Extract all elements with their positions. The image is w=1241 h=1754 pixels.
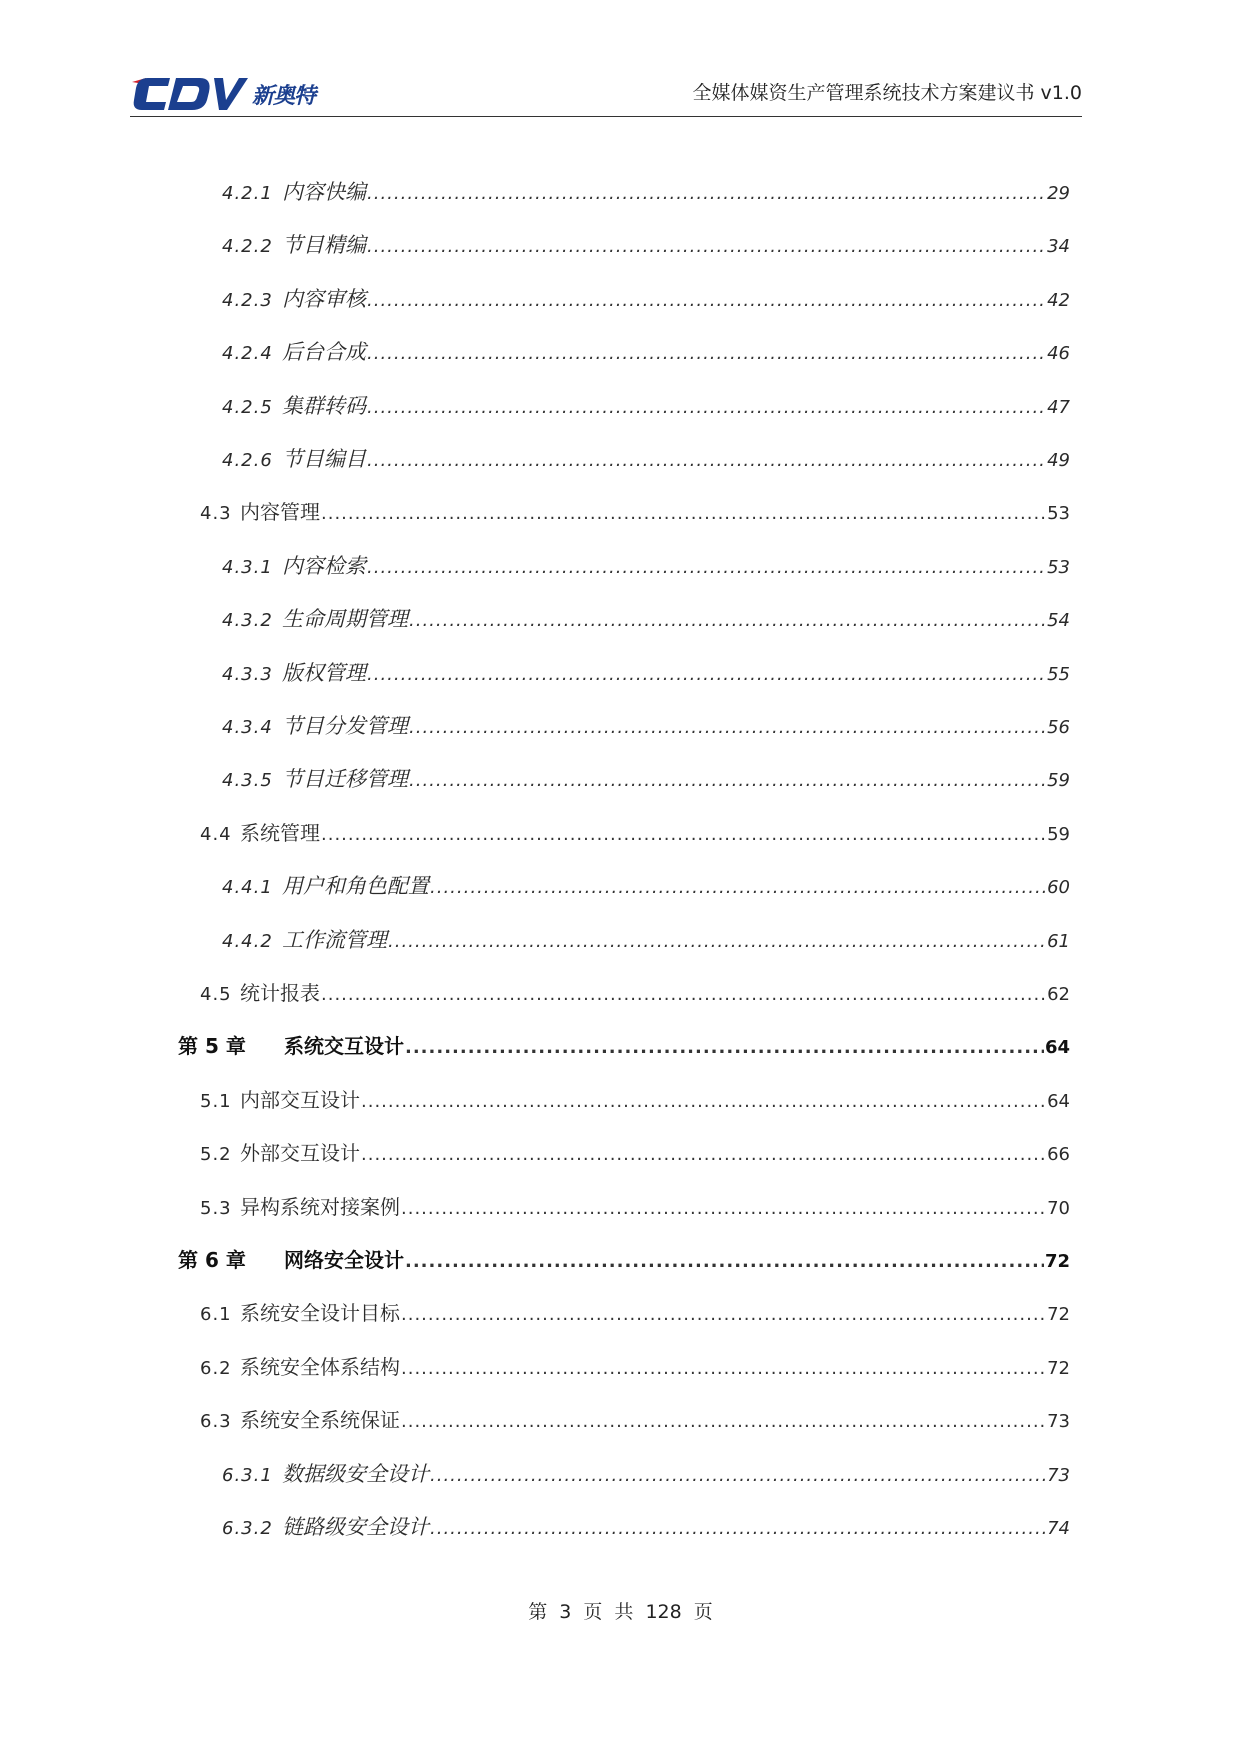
toc-entry-number: 6.3.2 (222, 1518, 273, 1539)
toc-entry[interactable] (222, 1458, 1070, 1488)
toc-dot-leader (361, 1144, 1046, 1165)
toc-entry-number: 6.3.1 (222, 1464, 273, 1486)
toc-entry-number: 第 5 章 (178, 1034, 246, 1059)
toc-entry-number: 4.2.3 (222, 289, 273, 311)
toc-entry[interactable] (178, 1244, 1070, 1274)
toc-entry[interactable] (222, 176, 1070, 206)
toc-entry-number: 4.2.4 (222, 343, 273, 365)
toc-entry-title: 节目迁移管理 (282, 767, 408, 792)
page-footer: 第 3 页 共 128 页 (528, 1601, 713, 1623)
toc-entry[interactable] (200, 1404, 1070, 1434)
toc-entry-number: 6.2 (200, 1357, 232, 1379)
toc-entry-title: 集群转码 (282, 393, 366, 418)
toc-entry-page: 73 (1047, 1464, 1070, 1486)
toc-dot-leader (367, 664, 1046, 685)
toc-entry-title: 内容审核 (282, 286, 366, 311)
toc-entry-title: 外部交互设计 (240, 1141, 360, 1166)
toc-entry-title: 节目编目 (282, 447, 366, 471)
toc-entry-number: 6.3 (200, 1411, 232, 1433)
toc-entry-page: 46 (1047, 343, 1070, 365)
document-title: 全媒体媒资生产管理系统技术方案建议书 v1.0 (692, 82, 1082, 104)
toc-entry[interactable] (200, 1191, 1070, 1221)
toc-entry[interactable] (200, 977, 1070, 1007)
toc-entry[interactable] (200, 817, 1070, 847)
toc-entry-page: 72 (1047, 1304, 1070, 1326)
toc-entry-number: 5.1 (200, 1090, 232, 1112)
toc-dot-leader (367, 236, 1046, 257)
toc-dot-leader (430, 877, 1046, 898)
toc-dot-leader (367, 343, 1046, 364)
toc-entry[interactable] (200, 1137, 1070, 1167)
toc-entry[interactable] (222, 657, 1070, 687)
toc-entry-page: 59 (1047, 770, 1070, 792)
toc-dot-leader (367, 557, 1046, 578)
toc-dot-leader (405, 1037, 1044, 1058)
toc-entry-page: 70 (1047, 1197, 1070, 1219)
toc-entry-number: 5.2 (200, 1144, 232, 1166)
toc-entry-title: 生命周期管理 (282, 607, 408, 632)
toc-entry[interactable] (222, 550, 1070, 580)
toc-entry-page: 64 (1044, 1037, 1070, 1059)
toc-entry-title: 用户和角色配置 (282, 874, 429, 899)
toc-entry[interactable] (222, 710, 1070, 740)
toc-entry-number: 4.3.5 (222, 770, 273, 792)
toc-entry-page: 59 (1047, 823, 1070, 845)
toc-entry-title: 节目精编 (282, 233, 366, 258)
toc-entry[interactable] (200, 1351, 1070, 1381)
toc-dot-leader (367, 290, 1046, 311)
toc-entry-title: 内部交互设计 (240, 1087, 360, 1112)
toc-entry-title: 系统安全体系结构 (240, 1354, 400, 1379)
toc-entry[interactable] (222, 229, 1070, 259)
toc-entry-number: 4.3.2 (222, 610, 273, 632)
toc-entry[interactable] (222, 870, 1070, 900)
company-logo (130, 68, 315, 114)
toc-entry-page: 74 (1047, 1518, 1070, 1539)
toc-entry[interactable] (222, 1511, 1070, 1541)
toc-entry[interactable] (178, 1030, 1070, 1060)
toc-entry-title: 数据级安全设计 (282, 1461, 429, 1486)
toc-entry-page: 61 (1047, 930, 1070, 952)
page-header (130, 68, 1082, 118)
toc-entry-number: 4.3 (200, 503, 232, 525)
toc-entry[interactable] (222, 924, 1070, 954)
toc-entry-number: 4.4 (200, 823, 232, 845)
toc-entry-title: 系统安全设计目标 (240, 1301, 400, 1326)
toc-dot-leader (401, 1304, 1046, 1325)
toc-entry-number: 第 6 章 (178, 1248, 246, 1272)
toc-entry-page: 47 (1047, 396, 1070, 418)
toc-entry-number: 4.3.1 (222, 556, 273, 578)
toc-entry-number: 4.4.2 (222, 930, 273, 952)
toc-dot-leader (321, 984, 1046, 1005)
toc-entry[interactable] (222, 603, 1070, 633)
toc-entry-page: 56 (1047, 717, 1070, 738)
toc-entry-number: 4.2.6 (222, 450, 273, 471)
toc-dot-leader (409, 610, 1046, 631)
toc-entry-page: 29 (1047, 183, 1070, 204)
toc-entry-page: 72 (1047, 1357, 1070, 1379)
toc-dot-leader (401, 1358, 1046, 1379)
toc-entry-title: 系统安全系统保证 (240, 1408, 400, 1433)
toc-entry-number: 4.3.4 (222, 717, 273, 738)
toc-dot-leader (430, 1518, 1046, 1539)
toc-dot-leader (367, 450, 1046, 471)
toc-entry-title: 网络安全设计 (284, 1248, 404, 1272)
toc-dot-leader (367, 183, 1046, 204)
toc-entry-page: 64 (1047, 1090, 1070, 1112)
cdv-logo-icon (130, 74, 248, 114)
toc-entry[interactable] (222, 336, 1070, 366)
toc-entry[interactable] (222, 283, 1070, 313)
toc-entry-page: 42 (1047, 289, 1070, 311)
toc-entry-number: 5.3 (200, 1197, 232, 1219)
toc-entry-page: 53 (1047, 556, 1070, 578)
toc-entry-page: 49 (1047, 450, 1070, 471)
toc-entry-page: 72 (1044, 1251, 1070, 1272)
toc-entry-title: 异构系统对接案例 (240, 1194, 400, 1219)
toc-entry-page: 34 (1047, 236, 1070, 258)
toc-entry[interactable] (200, 1084, 1070, 1114)
toc-dot-leader (409, 770, 1046, 791)
toc-entry-title: 后台合成 (282, 340, 366, 365)
toc-entry-page: 55 (1047, 663, 1070, 685)
toc-entry-title: 内容快编 (282, 180, 366, 204)
toc-dot-leader (430, 1465, 1046, 1486)
toc-entry-title: 链路级安全设计 (282, 1515, 429, 1539)
toc-entry[interactable] (222, 763, 1070, 793)
toc-entry-number: 4.5 (200, 984, 232, 1005)
toc-entry-title: 系统交互设计 (284, 1034, 404, 1059)
toc-dot-leader (361, 1091, 1046, 1112)
toc-entry[interactable] (222, 443, 1070, 473)
toc-dot-leader (367, 397, 1046, 418)
toc-entry-number: 4.2.1 (222, 183, 273, 204)
toc-dot-leader (401, 1198, 1046, 1219)
toc-entry-number: 4.4.1 (222, 877, 273, 899)
toc-dot-leader (321, 824, 1046, 845)
toc-entry-title: 节目分发管理 (282, 714, 408, 738)
toc-entry[interactable] (200, 1297, 1070, 1327)
toc-entry-title: 统计报表 (240, 981, 320, 1005)
toc-entry[interactable] (222, 390, 1070, 420)
toc-entry-page: 73 (1047, 1411, 1070, 1433)
toc-dot-leader (401, 1411, 1046, 1432)
toc-entry-title: 工作流管理 (282, 927, 387, 952)
toc-entry-page: 62 (1047, 984, 1070, 1005)
toc-entry-number: 4.3.3 (222, 663, 273, 685)
toc-entry-page: 66 (1047, 1144, 1070, 1166)
toc-dot-leader (321, 503, 1046, 524)
toc-entry-number: 4.2.2 (222, 236, 273, 258)
toc-entry-title: 内容管理 (240, 500, 320, 525)
toc-entry-title: 版权管理 (282, 660, 366, 685)
toc-entry-title: 系统管理 (240, 820, 320, 845)
toc-entry-number: 4.2.5 (222, 396, 273, 418)
toc-entry-page: 54 (1047, 610, 1070, 632)
toc-dot-leader (409, 717, 1046, 738)
toc-entry-title: 内容检索 (282, 553, 366, 578)
header-divider (130, 116, 1082, 117)
toc-entry[interactable] (200, 496, 1070, 526)
toc-dot-leader (388, 931, 1046, 952)
logo-subtitle: 新奥特 (252, 84, 316, 109)
toc-dot-leader (405, 1251, 1044, 1272)
toc-entry-page: 60 (1047, 877, 1070, 899)
toc-entry-page: 53 (1047, 503, 1070, 525)
toc-entry-number: 6.1 (200, 1304, 232, 1326)
